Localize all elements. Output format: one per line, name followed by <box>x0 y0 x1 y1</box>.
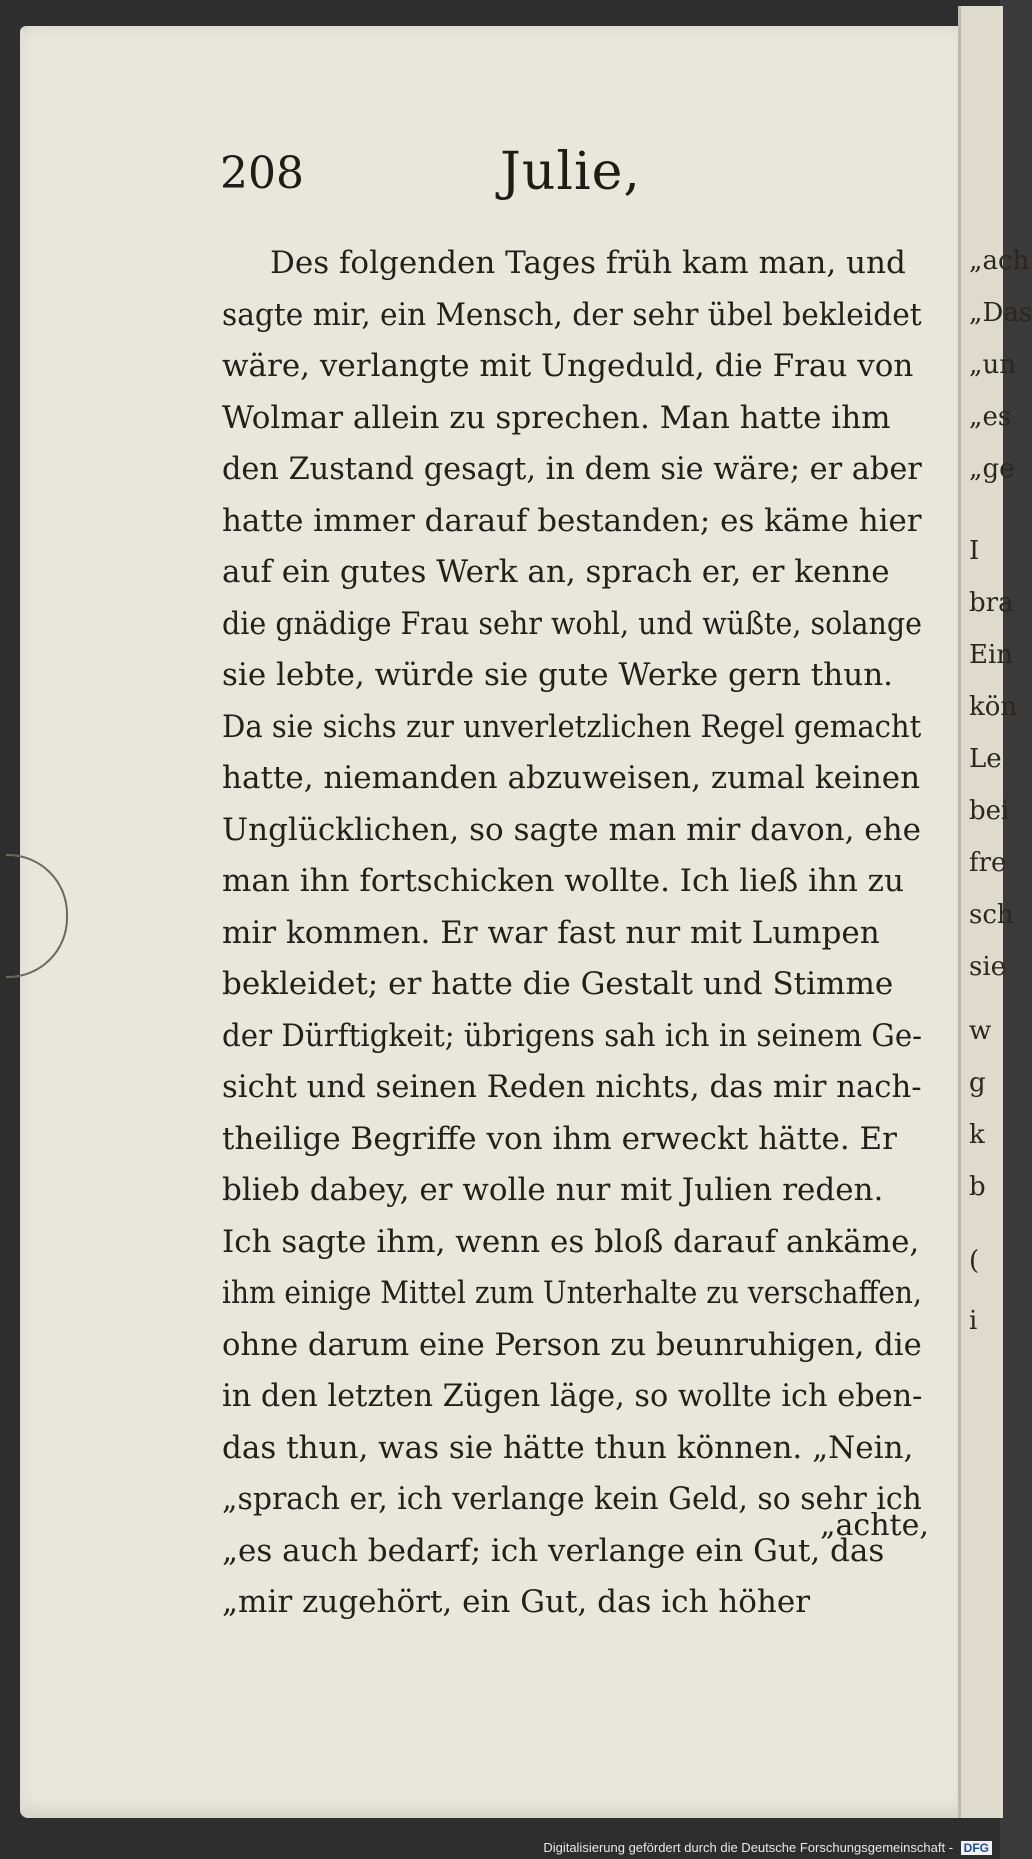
text-line: ohne darum eine Person zu beunruhigen, die <box>222 1326 922 1363</box>
text-line: Wolmar allein zu sprechen. Man hatte ihm <box>222 399 891 436</box>
adjacent-page-fragment: bra <box>969 588 1014 618</box>
text-line: hatte, niemanden abzuweisen, zumal keinen <box>222 760 921 796</box>
text-line: der Dürftigkeit; übrigens sah ich in seinem Ge- <box>222 1017 923 1054</box>
adjacent-page-fragment: kön <box>969 692 1018 722</box>
text-line: mir kommen. Er war fast nur mit Lumpen <box>222 914 880 951</box>
adjacent-page-fragment: i <box>969 1306 978 1336</box>
page-clip-mark <box>6 854 68 978</box>
page-header <box>220 142 740 208</box>
text-line: den Zustand gesagt, in dem sie wäre; er aber <box>222 451 922 487</box>
adjacent-page-fragment: b <box>969 1172 986 1202</box>
adjacent-page-fragment: „es <box>969 402 1012 432</box>
running-title: Julie, <box>500 142 641 202</box>
text-line: das thun, was sie hätte thun können. „Nein, <box>222 1429 914 1466</box>
adjacent-page-fragment: k <box>969 1120 985 1150</box>
body-text <box>222 238 922 1629</box>
text-line: bekleidet; er hatte die Gestalt und Stimme <box>222 966 894 1002</box>
text-line: in den letzten Zügen läge, so wollte ich eben- <box>222 1378 923 1414</box>
digitization-credit <box>543 1840 992 1855</box>
text-line: man ihn fortschicken wollte. Ich ließ ihn zu <box>222 863 904 899</box>
adjacent-page-fragment: „Das <box>969 298 1032 328</box>
text-line: Unglücklichen, so sagte man mir davon, ehe <box>222 811 921 848</box>
text-line: die gnädige Frau sehr wohl, und wüßte, solange <box>222 605 922 642</box>
dfg-logo: DFG <box>961 1841 992 1855</box>
credit-text: Digitalisierung gefördert durch die Deutsche Forschungsgemeinschaft - <box>543 1840 954 1855</box>
text-line: „sprach er, ich verlange kein Geld, so sehr ich <box>222 1481 922 1517</box>
adjacent-page-fragment: Ein <box>969 640 1014 670</box>
text-line: wäre, verlangte mit Ungeduld, die Frau von <box>222 348 914 384</box>
adjacent-page-fragment: „un <box>969 350 1016 380</box>
text-line: Ich sagte ihm, wenn es bloß darauf ankäme, <box>222 1223 920 1260</box>
text-line: blieb dabey, er wolle nur mit Julien reden. <box>222 1172 884 1208</box>
text-line: Da sie sichs zur unverletzlichen Regel gemacht <box>222 708 922 745</box>
text-line: „es auch bedarf; ich verlange ein Gut, das <box>222 1532 885 1569</box>
text-line: sicht und seinen Reden nichts, das mir nach- <box>222 1069 922 1105</box>
adjacent-page-edge <box>958 6 1032 1818</box>
adjacent-page-fragment: g <box>969 1068 986 1098</box>
text-line: ihm einige Mittel zum Unterhalte zu verschaffen, <box>222 1275 922 1311</box>
page-number: 208 <box>220 148 304 199</box>
text-line: Des folgenden Tages früh kam man, und <box>270 245 906 281</box>
text-line: sagte mir, ein Mensch, der sehr übel bekleidet <box>222 296 922 333</box>
adjacent-page-fragment: sie <box>969 952 1007 982</box>
adjacent-page-fragment: „ach <box>969 246 1030 276</box>
adjacent-page-fragment: sch <box>969 900 1014 930</box>
text-line: „mir zugehört, ein Gut, das ich höher <box>222 1584 811 1620</box>
adjacent-page-fragment: bei <box>969 796 1010 826</box>
adjacent-page-fragment: ( <box>969 1246 980 1276</box>
adjacent-page-fragment: Le <box>969 744 1002 774</box>
catchword: „achte, <box>820 1508 929 1543</box>
adjacent-page-fragment: w <box>969 1016 992 1046</box>
adjacent-page-fragment: „ge <box>969 454 1015 484</box>
adjacent-page-fragment: fre <box>969 848 1007 878</box>
text-line: hatte immer darauf bestanden; es käme hier <box>222 502 922 539</box>
adjacent-page-fragment: I <box>969 536 980 566</box>
text-line: auf ein gutes Werk an, sprach er, er kenne <box>222 554 890 590</box>
text-line: sie lebte, würde sie gute Werke gern thun. <box>222 657 894 693</box>
text-line: theilige Begriffe von ihm erweckt hätte. Er <box>222 1120 897 1157</box>
